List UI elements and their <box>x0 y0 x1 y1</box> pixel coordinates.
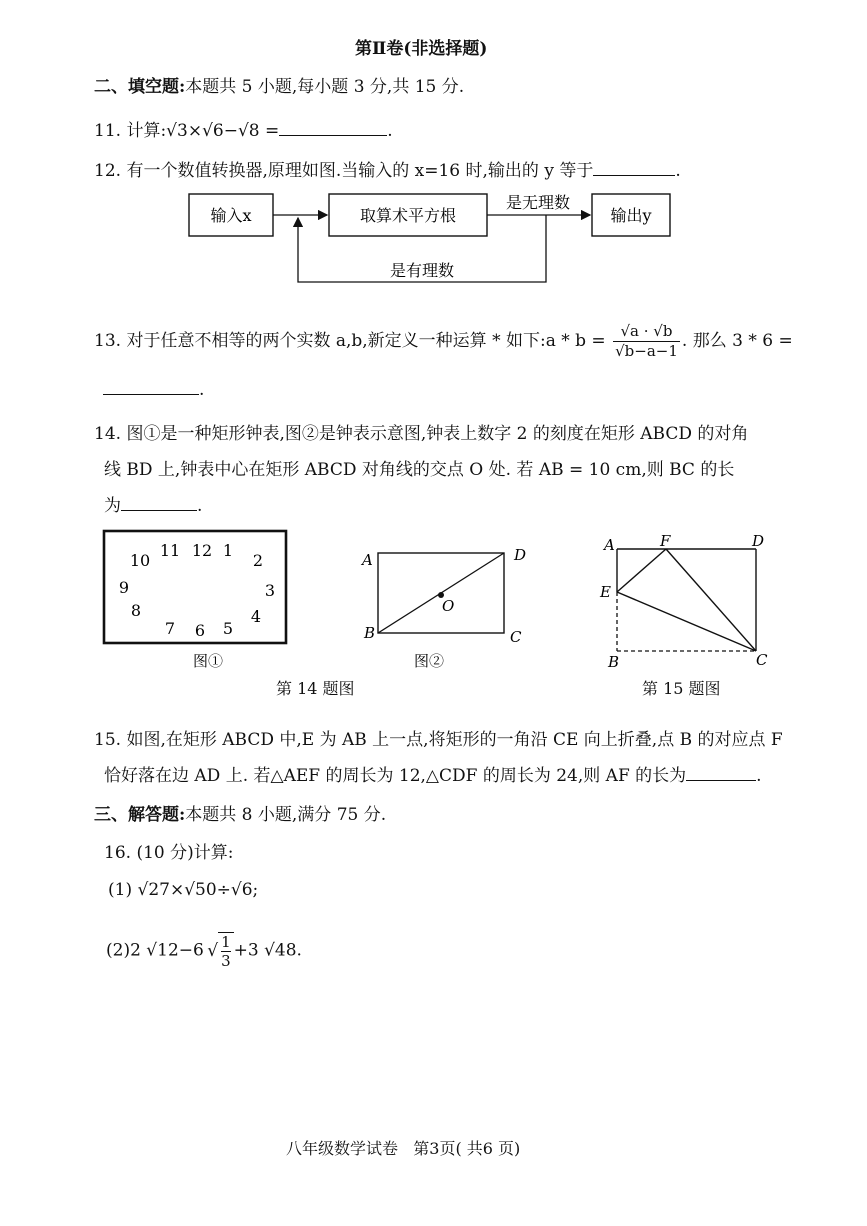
q15-line-2 <box>94 758 783 794</box>
q15-answer-blank <box>686 766 756 781</box>
flow-input-label: 输入x <box>210 206 252 225</box>
fig2-label-o: O <box>442 597 455 615</box>
fig15-segment-fc <box>666 549 756 651</box>
q14-figure-1 <box>100 526 296 672</box>
clock-number: 1 <box>222 541 234 560</box>
q13-end: . <box>199 380 205 400</box>
q16-part-2-suffix: +3 √48. <box>233 940 302 961</box>
fig15-label-b: B <box>608 653 620 670</box>
q14-line-3-text: 为 <box>104 496 121 516</box>
q16-part-1: (1) √27×√50÷√6; <box>108 880 259 900</box>
clock-number: 4 <box>250 607 262 626</box>
flow-output-label: 输出y <box>610 206 652 225</box>
clock-number: 5 <box>222 619 234 638</box>
fig1-label: 图① <box>192 652 224 670</box>
q15-caption: 第 15 题图 <box>642 679 721 698</box>
fig2-label-a: A <box>362 551 373 569</box>
question-16: 16. (10 分)计算: <box>104 843 234 863</box>
fig15-label-c: C <box>756 651 768 669</box>
clock-number: 7 <box>164 619 176 638</box>
clock-numbers <box>119 541 275 640</box>
q14-caption: 第 14 题图 <box>276 679 355 698</box>
q13-fraction <box>613 322 680 361</box>
q16-frac-denominator: 3 <box>221 952 231 970</box>
clock-number: 2 <box>252 551 264 570</box>
q11-answer-blank <box>279 121 387 136</box>
q12-flowchart <box>180 188 680 288</box>
q15-line-1: 15. 如图,在矩形 ABCD 中,E 为 AB 上一点,将矩形的一角沿 CE 向上折叠,点 B 的对应点 F <box>94 730 783 750</box>
section-2-desc: 本题共 5 小题,每小题 3 分,共 15 分. <box>185 77 465 97</box>
q13-answer-line <box>103 380 204 400</box>
page-footer: 八年级数学试卷 第3页( 共6 页) <box>286 1139 521 1158</box>
q14-line-3 <box>94 488 748 524</box>
q16-frac-numerator: 1 <box>221 933 231 951</box>
clock-number: 9 <box>118 578 130 597</box>
q13-denominator: √b−a−1 <box>615 342 678 360</box>
q13-text: 13. 对于任意不相等的两个实数 a,b,新定义一种运算 * 如下:a * b = <box>94 331 606 351</box>
section-3-desc: 本题共 8 小题,满分 75 分. <box>185 805 387 825</box>
clock-number: 6 <box>194 621 206 640</box>
section-2-title: 二、填空题: <box>94 77 186 97</box>
q14-answer-blank <box>121 496 197 511</box>
q14-line-1: 14. 图①是一种矩形钟表,图②是钟表示意图,钟表上数字 2 的刻度在矩形 ABCD 的对角 <box>94 424 749 444</box>
fig15-label-e: E <box>600 583 611 601</box>
q13-numerator: √a · √b <box>613 322 680 342</box>
question-11 <box>94 116 393 141</box>
page-title: 第Ⅱ卷(非选择题) <box>355 39 488 59</box>
flow-process-label: 取算术平方根 <box>359 206 457 225</box>
clock-number: 3 <box>264 581 276 600</box>
fig2-label: 图② <box>414 652 445 670</box>
fig15-segment-ec <box>617 592 756 651</box>
q14-line-2: 线 BD 上,钟表中心在矩形 ABCD 对角线的交点 O 处. 若 AB = 10 cm,则 BC 的长 <box>104 460 735 480</box>
q15-line-2-text: 恰好落在边 AD 上. 若△AEF 的周长为 12,△CDF 的周长为 24,则 AF 的长为 <box>104 766 687 786</box>
clock-number: 10 <box>129 551 151 570</box>
q11-end: . <box>387 121 393 141</box>
clock-number: 8 <box>130 601 142 620</box>
fig15-label-d: D <box>752 532 765 550</box>
section-3-title: 三、解答题: <box>94 805 186 825</box>
q13-tail: . 那么 3 * 6 = <box>681 331 793 351</box>
q12-end: . <box>675 161 681 181</box>
question-12 <box>94 156 681 181</box>
clock-number: 11 <box>159 541 181 560</box>
fig2-label-b: B <box>364 624 376 642</box>
q12-text: 12. 有一个数值转换器,原理如图.当输入的 x=16 时,输出的 y 等于 <box>94 161 594 181</box>
q15-end: . <box>756 766 762 786</box>
fig2-label-c: C <box>510 628 522 646</box>
question-13 <box>94 322 793 361</box>
q16-part-2 <box>106 932 302 970</box>
flow-rational-label: 是有理数 <box>389 261 455 280</box>
q15-figure <box>596 530 786 670</box>
section-2-heading <box>94 72 464 97</box>
fig2-label-d: D <box>514 546 527 564</box>
q12-answer-blank <box>593 161 675 176</box>
q16-part-2-fraction <box>218 932 234 970</box>
q11-expression: √3×√6−√8 = <box>166 121 280 141</box>
question-15 <box>94 722 783 794</box>
q16-part-2-prefix: (2)2 √12−6 <box>106 940 204 961</box>
fig15-label-a: A <box>604 536 615 554</box>
q14-figure-2 <box>358 540 538 672</box>
section-3-heading <box>94 800 386 825</box>
flow-irrational-label: 是无理数 <box>505 193 571 212</box>
fig15-segment-ef <box>617 549 666 592</box>
question-14 <box>94 416 748 524</box>
q16-part-2-radical: √ <box>207 941 219 961</box>
q11-label: 11. 计算: <box>94 121 167 141</box>
clock-number: 12 <box>191 541 213 560</box>
q14-end: . <box>197 496 203 516</box>
fig15-label-f: F <box>660 532 671 550</box>
q13-answer-blank <box>103 380 199 395</box>
